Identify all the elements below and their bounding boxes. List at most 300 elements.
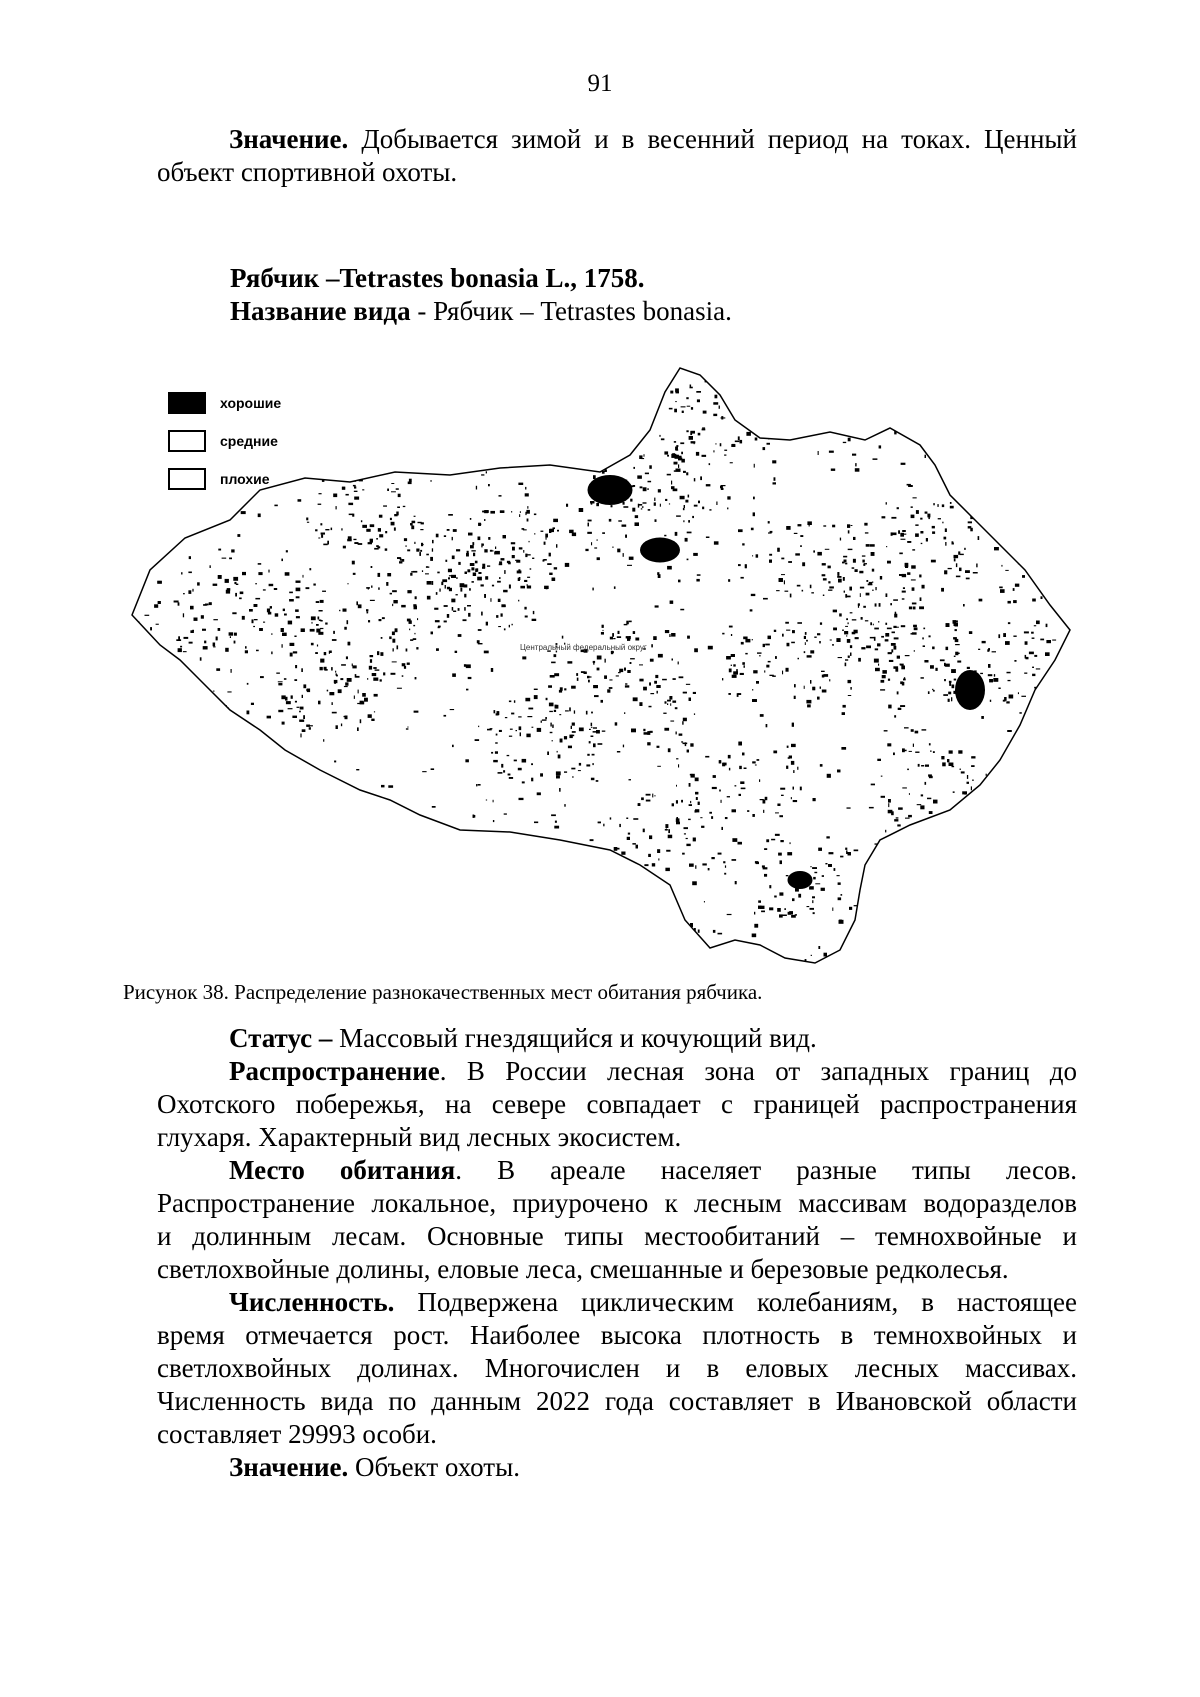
habitat-patch <box>723 763 727 766</box>
distribution-paragraph: Распространение. В России лесная зона от западных границ до Охотского побережья, на севере совпадает с границей распространения глухаря. Характерный вид лесных экосистем. <box>157 1056 1077 1152</box>
habitat-patch <box>832 908 833 911</box>
habitat-patch <box>873 624 874 626</box>
habitat-patch <box>358 604 362 608</box>
habitat-patch <box>790 842 791 844</box>
habitat-patch <box>230 636 231 638</box>
habitat-patch <box>1037 793 1040 796</box>
habitat-patch <box>885 633 889 637</box>
habitat-patch <box>639 455 642 459</box>
habitat-patch <box>752 761 755 763</box>
habitat-patch <box>441 582 443 585</box>
habitat-patch <box>1065 561 1070 563</box>
habitat-patch <box>498 599 501 602</box>
habitat-patch <box>432 581 434 585</box>
habitat-patch <box>550 732 553 733</box>
habitat-patch <box>925 455 927 458</box>
habitat-patch <box>562 636 564 639</box>
habitat-patch <box>829 451 834 453</box>
habitat-patch <box>417 618 418 620</box>
habitat-patch <box>458 634 462 637</box>
habitat-patch <box>607 362 611 364</box>
habitat-patch <box>481 584 484 586</box>
habitat-patch <box>769 395 772 397</box>
habitat-patch <box>348 536 352 539</box>
habitat-patch <box>472 581 474 583</box>
habitat-patch <box>756 554 759 557</box>
habitat-patch <box>324 777 327 779</box>
habitat-patch <box>813 912 815 914</box>
habitat-patch <box>963 604 965 606</box>
habitat-patch <box>897 656 900 659</box>
habitat-patch <box>745 639 750 643</box>
habitat-patch <box>571 735 574 737</box>
habitat-patch <box>278 683 282 685</box>
habitat-patch <box>804 686 805 689</box>
habitat-patch <box>921 765 924 767</box>
habitat-patch <box>651 644 653 647</box>
habitat-patch <box>408 482 412 485</box>
habitat-patch <box>452 537 453 540</box>
habitat-patch <box>420 550 422 552</box>
habitat-patch <box>946 623 950 627</box>
habitat-patch <box>1019 712 1021 714</box>
habitat-patch <box>190 769 191 771</box>
habitat-patch <box>553 519 558 522</box>
habitat-patch <box>952 543 954 545</box>
habitat-patch <box>555 866 557 869</box>
habitat-patch <box>221 889 225 890</box>
habitat-patch <box>1036 668 1040 669</box>
habitat-patch <box>941 588 944 592</box>
habitat-patch <box>520 586 525 589</box>
habitat-patch <box>334 440 338 441</box>
habitat-patch <box>397 645 399 649</box>
habitat-patch <box>428 878 433 882</box>
habitat-patch <box>598 743 603 745</box>
habitat-patch <box>655 519 657 521</box>
habitat-patch <box>551 662 556 664</box>
habitat-patch <box>740 440 743 444</box>
habitat-patch <box>740 955 743 957</box>
habitat-patch <box>540 773 543 776</box>
habitat-patch <box>464 664 466 667</box>
habitat-patch <box>391 483 394 484</box>
habitat-patch <box>744 768 747 770</box>
habitat-patch <box>635 913 639 916</box>
habitat-patch <box>558 755 561 759</box>
habitat-patch <box>589 909 591 913</box>
habitat-patch <box>978 536 980 540</box>
habitat-patch <box>774 477 776 481</box>
habitat-patch <box>401 605 406 608</box>
habitat-patch <box>610 817 612 819</box>
habitat-patch <box>745 653 747 655</box>
habitat-patch <box>259 900 261 902</box>
habitat-patch <box>285 697 288 701</box>
habitat-patch <box>792 898 795 901</box>
habitat-patch <box>306 518 308 521</box>
habitat-patch <box>687 532 692 534</box>
habitat-patch <box>1024 807 1026 810</box>
habitat-patch <box>452 745 454 747</box>
habitat-patch <box>848 622 849 624</box>
habitat-patch <box>237 534 240 537</box>
habitat-patch <box>491 752 493 754</box>
habitat-patch <box>499 730 502 732</box>
habitat-patch <box>886 546 887 547</box>
habitat-patch <box>810 650 814 653</box>
habitat-patch <box>406 728 409 729</box>
habitat-patch <box>329 457 332 460</box>
habitat-patch <box>190 946 193 948</box>
habitat-patch <box>605 659 606 663</box>
habitat-patch <box>1022 575 1025 578</box>
habitat-patch <box>560 739 563 743</box>
habitat-patch <box>344 686 348 687</box>
habitat-patch <box>200 889 204 891</box>
habitat-patch <box>853 537 856 540</box>
habitat-patch <box>436 534 439 538</box>
habitat-patch <box>911 835 914 837</box>
habitat-patch <box>478 643 483 644</box>
habitat-patch <box>1034 625 1036 626</box>
habitat-patch <box>630 926 633 927</box>
habitat-patch <box>239 950 242 952</box>
habitat-patch <box>352 665 356 668</box>
habitat-patch <box>771 839 775 841</box>
habitat-patch <box>785 622 789 624</box>
habitat-patch <box>1041 952 1044 955</box>
habitat-patch <box>769 554 772 556</box>
habitat-patch <box>752 934 756 938</box>
habitat-patch <box>855 463 856 466</box>
habitat-patch <box>232 775 235 778</box>
habitat-patch <box>822 690 827 693</box>
habitat-patch <box>748 415 750 418</box>
habitat-patch <box>657 849 660 853</box>
habitat-patch <box>319 610 323 611</box>
habitat-patch <box>392 604 393 606</box>
habitat-patch <box>296 616 300 618</box>
habitat-patch <box>774 630 776 632</box>
habitat-patch <box>184 637 189 639</box>
habitat-patch <box>662 679 667 681</box>
habitat-patch <box>386 582 388 586</box>
habitat-patch <box>422 771 426 772</box>
habitat-patch <box>909 793 910 795</box>
habitat-patch <box>755 418 758 421</box>
habitat-patch <box>1046 729 1047 732</box>
habitat-patch <box>839 613 842 616</box>
habitat-patch <box>887 628 892 630</box>
habitat-patch <box>727 963 732 965</box>
habitat-patch <box>470 563 474 566</box>
habitat-patch <box>520 732 521 736</box>
habitat-patch <box>342 487 345 490</box>
habitat-patch <box>572 776 573 778</box>
habitat-patch <box>982 832 986 833</box>
habitat-patch <box>218 549 221 551</box>
habitat-patch <box>931 560 936 563</box>
habitat-patch <box>297 707 300 708</box>
habitat-patch <box>128 933 131 934</box>
habitat-patch <box>135 922 140 925</box>
habitat-patch <box>650 659 654 662</box>
habitat-patch <box>833 610 837 613</box>
habitat-patch <box>947 759 949 762</box>
habitat-patch <box>1013 588 1015 591</box>
habitat-patch <box>591 736 594 738</box>
habitat-patch <box>478 523 481 526</box>
habitat-patch <box>396 439 399 442</box>
habitat-patch <box>768 636 772 640</box>
habitat-patch <box>629 636 631 639</box>
habitat-patch <box>886 502 887 504</box>
habitat-patch <box>690 801 691 803</box>
habitat-patch <box>122 643 126 647</box>
habitat-patch <box>627 670 630 673</box>
habitat-patch <box>270 847 274 849</box>
habitat-patch <box>862 560 864 563</box>
habitat-patch <box>860 593 861 597</box>
habitat-patch <box>402 559 405 562</box>
habitat-patch <box>420 529 423 530</box>
habitat-patch <box>676 785 677 787</box>
habitat-patch <box>619 669 623 672</box>
habitat-patch <box>721 827 723 830</box>
habitat-patch <box>787 852 792 855</box>
habitat-patch <box>741 408 744 412</box>
habitat-patch <box>295 701 297 703</box>
habitat-patch <box>547 563 551 565</box>
habitat-patch <box>879 445 882 448</box>
habitat-patch <box>878 621 879 622</box>
habitat-patch <box>791 915 796 918</box>
habitat-patch <box>510 414 512 416</box>
habitat-patch <box>532 373 535 375</box>
habitat-patch <box>406 545 407 547</box>
habitat-patch <box>861 892 865 893</box>
habitat-patch <box>317 645 318 647</box>
habitat-patch <box>526 554 531 555</box>
habitat-patch <box>848 695 851 696</box>
habitat-patch <box>942 762 946 766</box>
habitat-patch <box>756 862 759 864</box>
habitat-patch <box>738 693 741 695</box>
habitat-patch <box>626 636 629 638</box>
habitat-patch <box>460 583 465 587</box>
habitat-patch <box>593 661 595 663</box>
habitat-patch <box>204 641 206 644</box>
habitat-patch <box>532 917 535 921</box>
habitat-patch <box>1007 730 1012 732</box>
habitat-patch <box>786 526 790 530</box>
habitat-patch <box>800 390 804 393</box>
habitat-patch <box>318 538 320 539</box>
habitat-patch <box>356 769 359 770</box>
habitat-patch <box>307 689 310 693</box>
habitat-patch <box>557 939 562 942</box>
habitat-patch <box>322 422 324 424</box>
habitat-patch <box>763 800 766 804</box>
habitat-patch <box>722 633 724 635</box>
habitat-patch <box>951 669 956 673</box>
habitat-patch <box>935 668 937 671</box>
habitat-patch <box>170 781 174 783</box>
habitat-patch <box>545 534 548 538</box>
habitat-patch <box>837 572 839 576</box>
habitat-patch <box>877 910 880 913</box>
habitat-patch <box>380 652 383 656</box>
habitat-patch <box>639 400 641 403</box>
habitat-patch <box>213 584 218 586</box>
habitat-patch <box>667 566 672 570</box>
habitat-patch <box>361 815 363 816</box>
habitat-patch <box>165 461 170 463</box>
habitat-patch <box>786 630 790 631</box>
habitat-patch <box>478 412 481 414</box>
habitat-patch <box>919 575 921 578</box>
habitat-patch <box>775 420 777 423</box>
habitat-patch <box>852 632 856 635</box>
habitat-patch <box>908 485 913 487</box>
habitat-patch <box>345 423 348 427</box>
habitat-patch <box>937 504 938 507</box>
habitat-patch <box>350 406 353 409</box>
habitat-patch <box>190 606 194 610</box>
habitat-patch <box>301 668 303 672</box>
habitat-patch <box>328 472 333 475</box>
habitat-patch <box>638 504 639 508</box>
habitat-patch <box>296 581 301 583</box>
habitat-patch <box>135 856 138 858</box>
habitat-patch <box>375 669 380 670</box>
habitat-patch <box>177 501 180 503</box>
habitat-patch <box>728 374 731 376</box>
habitat-patch <box>523 550 524 553</box>
habitat-patch <box>522 656 526 659</box>
habitat-patch <box>1029 937 1033 941</box>
habitat-patch <box>394 527 396 530</box>
habitat-patch <box>811 955 812 956</box>
habitat-patch <box>1032 599 1036 602</box>
habitat-patch <box>792 723 794 727</box>
habitat-patch <box>941 756 944 759</box>
habitat-patch <box>920 518 922 520</box>
habitat-patch <box>1008 680 1011 681</box>
habitat-patch <box>457 933 459 937</box>
habitat-patch <box>589 729 591 730</box>
habitat-patch <box>611 861 612 864</box>
habitat-patch <box>578 770 581 771</box>
habitat-patch <box>888 888 892 889</box>
habitat-patch <box>153 483 155 486</box>
habitat-patch <box>427 581 432 585</box>
habitat-patch <box>589 741 591 743</box>
habitat-patch <box>990 508 994 511</box>
habitat-patch <box>657 746 660 748</box>
habitat-patch <box>368 714 372 718</box>
habitat-patch <box>650 731 653 733</box>
habitat-patch <box>165 774 167 776</box>
habitat-patch <box>621 852 625 855</box>
habitat-patch <box>228 872 230 875</box>
habitat-patch <box>880 576 882 580</box>
habitat-patch <box>252 619 254 623</box>
habitat-patch <box>763 598 768 600</box>
habitat-patch <box>466 689 468 691</box>
habitat-patch <box>829 852 834 854</box>
habitat-patch <box>752 555 753 556</box>
habitat-patch <box>878 379 882 381</box>
habitat-patch <box>805 632 807 635</box>
habitat-patch <box>594 695 599 697</box>
habitat-patch <box>258 563 262 565</box>
habitat-patch <box>473 573 476 577</box>
habitat-patch <box>559 714 561 715</box>
habitat-patch <box>218 628 221 631</box>
habitat-patch <box>215 838 217 840</box>
habitat-patch <box>271 634 273 635</box>
habitat-patch <box>731 665 732 666</box>
habitat-patch <box>591 712 593 714</box>
habitat-patch <box>564 879 567 883</box>
habitat-patch <box>983 800 985 802</box>
habitat-patch <box>493 760 498 762</box>
habitat-patch <box>481 612 483 616</box>
habitat-patch <box>323 739 324 742</box>
habitat-patch <box>723 861 725 863</box>
habitat-patch <box>988 674 993 676</box>
habitat-patch <box>1031 399 1034 403</box>
habitat-patch <box>121 949 124 951</box>
habitat-patch <box>695 865 696 869</box>
habitat-patch <box>144 635 149 637</box>
habitat-patch <box>764 848 767 850</box>
habitat-patch <box>741 788 746 789</box>
habitat-patch <box>1016 523 1020 527</box>
habitat-patch <box>832 525 835 528</box>
habitat-patch <box>807 906 810 907</box>
habitat-patch <box>478 629 482 631</box>
habitat-patch <box>749 393 752 395</box>
habitat-patch <box>335 671 336 673</box>
habitat-patch <box>665 868 670 871</box>
habitat-patch <box>647 742 650 745</box>
habitat-patch <box>143 771 144 774</box>
habitat-patch <box>444 605 448 607</box>
habitat-patch <box>735 785 737 786</box>
habitat-patch <box>579 728 584 732</box>
habitat-patch <box>493 820 494 822</box>
habitat-patch <box>893 914 895 918</box>
habitat-patch <box>982 482 985 484</box>
habitat-patch <box>680 442 684 444</box>
habitat-patch <box>681 945 683 949</box>
habitat-patch <box>592 588 593 591</box>
habitat-patch <box>329 651 330 654</box>
habitat-patch <box>732 675 737 678</box>
habitat-patch <box>347 937 351 940</box>
habitat-patch <box>852 619 857 620</box>
habitat-patch <box>413 571 418 573</box>
habitat-patch <box>648 481 652 483</box>
habitat-patch <box>203 646 208 649</box>
habitat-patch <box>675 401 676 402</box>
habitat-patch <box>1007 672 1011 674</box>
habitat-patch <box>322 478 325 482</box>
habitat-patch <box>807 521 812 525</box>
